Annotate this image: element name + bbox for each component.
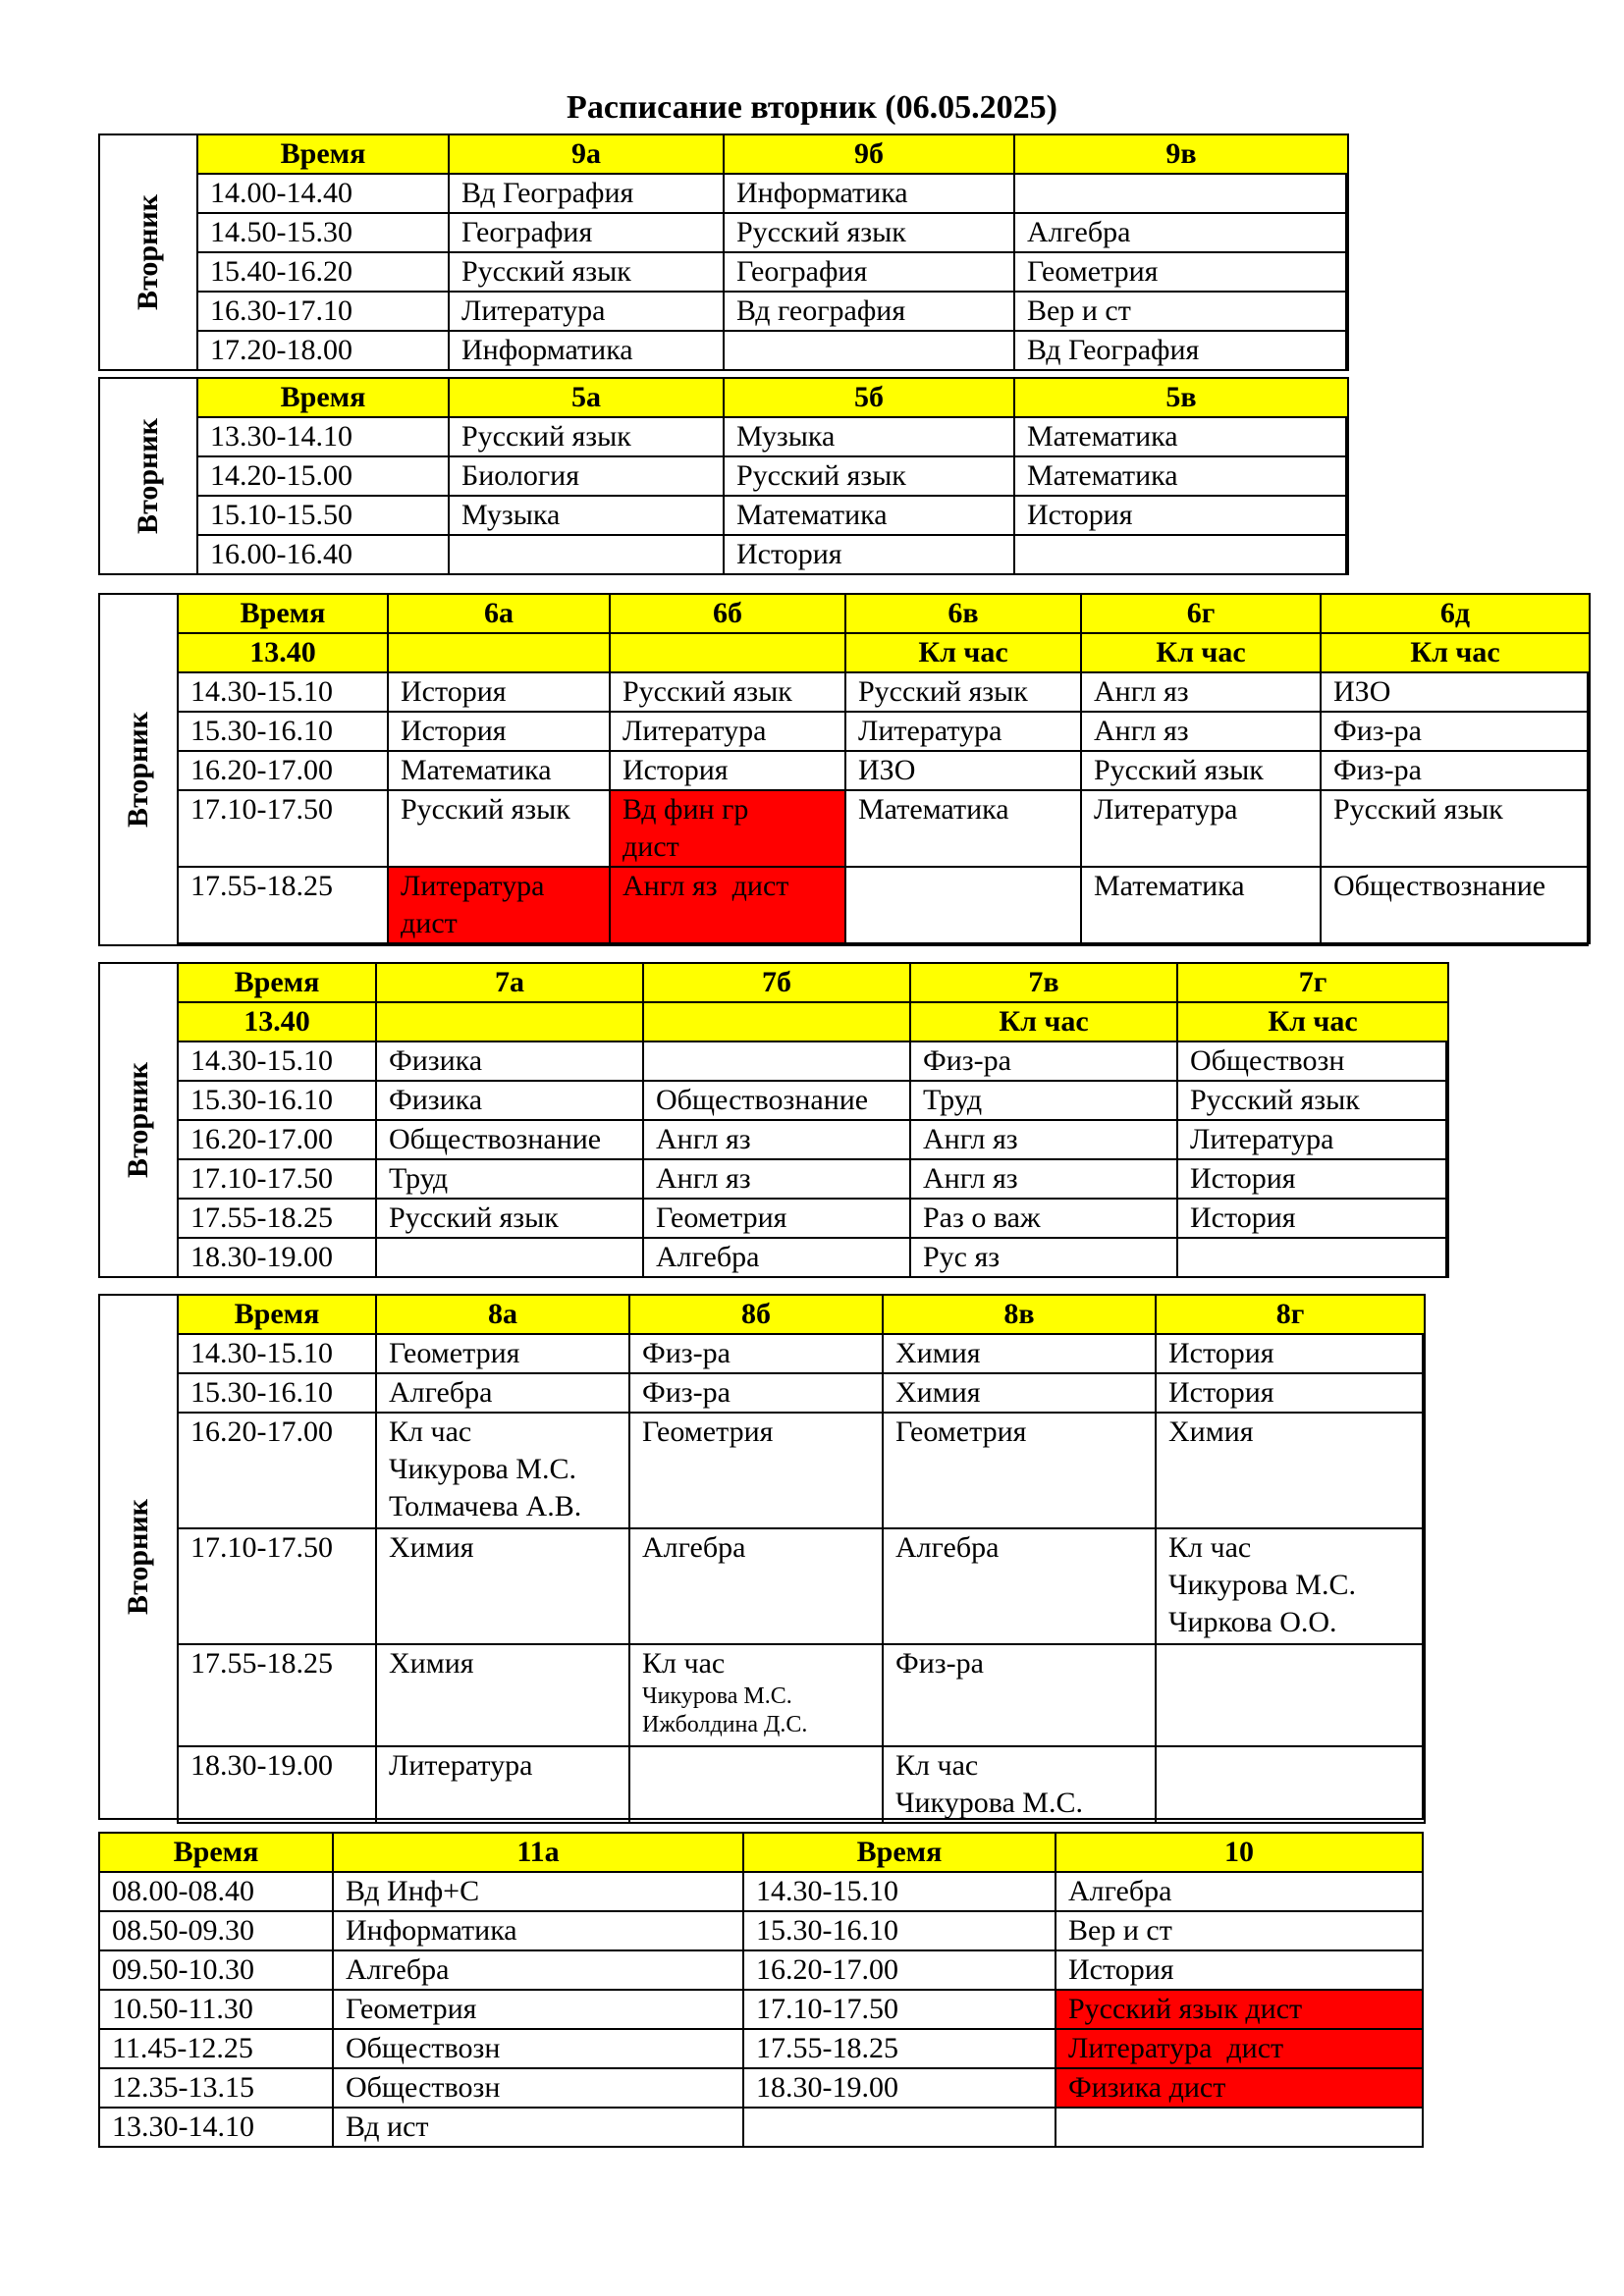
- lesson-cell: Музыка: [724, 417, 1014, 456]
- time-cell: 15.10-15.50: [197, 496, 449, 535]
- time-cell: 14.50-15.30: [197, 213, 449, 252]
- time-cell: 17.55-18.25: [178, 1199, 376, 1238]
- lesson-cell: [1177, 1238, 1448, 1277]
- lesson-cell-remote: Вд фин гр дист: [610, 790, 845, 867]
- lesson-cell: Математика: [845, 790, 1081, 867]
- lesson-cell: [883, 1746, 1156, 1823]
- header-class: 8б: [629, 1295, 883, 1334]
- time-cell: 16.20-17.00: [178, 1120, 376, 1159]
- lesson-cell: Геометрия: [883, 1413, 1156, 1528]
- lesson-cell: ИЗО: [845, 751, 1081, 790]
- lesson-cell: Геометрия: [376, 1334, 629, 1373]
- time-cell: 17.10-17.50: [178, 1528, 376, 1644]
- lesson-cell-remote: Англ яз дист: [610, 867, 845, 943]
- lesson-cell: [1156, 1644, 1425, 1746]
- class-hour-row: [178, 1002, 1448, 1041]
- lesson-name: Кл час: [895, 1749, 979, 1782]
- lesson-cell: Математика: [1014, 456, 1348, 496]
- lesson-cell: Литература: [845, 712, 1081, 751]
- header-class: 6д: [1321, 594, 1590, 633]
- time-cell: 08.00-08.40: [99, 1872, 333, 1911]
- header-class: 5б: [724, 378, 1014, 417]
- teacher-name: Чикурова М.С.: [895, 1787, 1083, 1819]
- header-class: 8г: [1156, 1295, 1425, 1334]
- time-cell: 08.50-09.30: [99, 1911, 333, 1950]
- lesson-cell-remote: Физика дист: [1056, 2068, 1423, 2108]
- lesson-cell: [376, 1238, 643, 1277]
- lesson-cell: Вд ист: [333, 2108, 743, 2147]
- lesson-cell: [1014, 174, 1348, 213]
- teacher-name: Чикурова М.С.: [1168, 1569, 1356, 1601]
- lesson-cell: Математика: [388, 751, 610, 790]
- day-label-8: Вторник: [122, 1499, 154, 1615]
- time-cell: 15.30-16.10: [178, 1373, 376, 1413]
- time-cell: 16.20-17.00: [743, 1950, 1056, 1990]
- time-cell: 15.30-16.10: [178, 712, 388, 751]
- header-class: 9а: [449, 134, 724, 174]
- lesson-cell: Музыка: [449, 496, 724, 535]
- time-cell: 13.30-14.10: [99, 2108, 333, 2147]
- table-row: [178, 1081, 1448, 1120]
- lesson-cell: Англ яз: [1081, 672, 1321, 712]
- table-row: [197, 456, 1348, 496]
- table-row: [99, 1872, 1423, 1911]
- lesson-cell: [643, 1041, 910, 1081]
- header-class: 6в: [845, 594, 1081, 633]
- header-class: 7в: [910, 963, 1177, 1002]
- time-cell: 14.30-15.10: [178, 1334, 376, 1373]
- time-cell: 16.00-16.40: [197, 535, 449, 574]
- lesson-cell-remote: Литература дист: [388, 867, 610, 943]
- table-row: [197, 174, 1348, 213]
- table-row: [178, 712, 1590, 751]
- header-class: 10: [1056, 1833, 1423, 1872]
- lesson-cell: История: [1177, 1199, 1448, 1238]
- lesson-cell: Математика: [724, 496, 1014, 535]
- lesson-cell: [1014, 535, 1348, 574]
- lesson-cell: История: [1156, 1373, 1425, 1413]
- table-row: [178, 1120, 1448, 1159]
- time-cell: 10.50-11.30: [99, 1990, 333, 2029]
- lesson-cell: Англ яз: [910, 1120, 1177, 1159]
- lesson-cell: История: [1014, 496, 1348, 535]
- lesson-cell: [610, 633, 845, 672]
- header-time: Время: [197, 134, 449, 174]
- lesson-cell: Химия: [1156, 1413, 1425, 1528]
- header-class: 8в: [883, 1295, 1156, 1334]
- header-class: 7б: [643, 963, 910, 1002]
- lesson-cell: Геометрия: [643, 1199, 910, 1238]
- lesson-cell: География: [449, 213, 724, 252]
- header-time: Время: [197, 378, 449, 417]
- lesson-name: Кл час: [1168, 1531, 1252, 1564]
- day-label-6: Вторник: [122, 712, 154, 828]
- lesson-cell: Вд География: [1014, 331, 1348, 370]
- lesson-cell: Англ яз: [643, 1120, 910, 1159]
- time-cell: 16.20-17.00: [178, 1413, 376, 1528]
- lesson-cell: Физ-ра: [629, 1334, 883, 1373]
- lesson-cell: Информатика: [449, 331, 724, 370]
- lesson-cell: [449, 535, 724, 574]
- time-cell: 17.55-18.25: [743, 2029, 1056, 2068]
- lesson-cell: История: [1156, 1334, 1425, 1373]
- lesson-cell: [1056, 2108, 1423, 2147]
- lesson-cell: [1156, 1528, 1425, 1644]
- lesson-cell: Литература: [376, 1746, 629, 1823]
- teacher-name: Чикурова М.С.: [389, 1453, 576, 1485]
- lesson-cell: [629, 1644, 883, 1746]
- header-class: 9в: [1014, 134, 1348, 174]
- time-cell: 12.35-13.15: [99, 2068, 333, 2108]
- lesson-cell: Алгебра: [333, 1950, 743, 1990]
- time-cell: 09.50-10.30: [99, 1950, 333, 1990]
- time-cell: 13.30-14.10: [197, 417, 449, 456]
- header-time: Время: [99, 1833, 333, 1872]
- teacher-name: Ижболдина Д.С.: [642, 1712, 808, 1737]
- lesson-cell: Русский язык: [388, 790, 610, 867]
- time-cell: [743, 2108, 1056, 2147]
- lesson-name: Кл час: [389, 1415, 472, 1448]
- lesson-cell: [724, 331, 1014, 370]
- header-class: 7а: [376, 963, 643, 1002]
- lesson-cell: [629, 1746, 883, 1823]
- time-cell: 13.40: [178, 1002, 376, 1041]
- day-label-9: Вторник: [132, 194, 164, 310]
- table-row: [178, 867, 1590, 943]
- time-cell: 16.20-17.00: [178, 751, 388, 790]
- time-cell: 14.30-15.10: [178, 672, 388, 712]
- time-cell: 18.30-19.00: [178, 1238, 376, 1277]
- table-row: [178, 1644, 1425, 1746]
- table-row: [99, 1911, 1423, 1950]
- header-class: 6а: [388, 594, 610, 633]
- table-row: [99, 2108, 1423, 2147]
- teacher-name: Чиркова О.О.: [1168, 1606, 1337, 1638]
- schedule-block-6: [98, 593, 1589, 946]
- time-cell: 11.45-12.25: [99, 2029, 333, 2068]
- table-row: [99, 1950, 1423, 1990]
- header-class: 9б: [724, 134, 1014, 174]
- table-row: [178, 1334, 1425, 1373]
- lesson-cell: История: [724, 535, 1014, 574]
- time-cell: 13.40: [178, 633, 388, 672]
- table-row: [197, 331, 1348, 370]
- lesson-cell: Обществозн: [333, 2068, 743, 2108]
- lesson-cell: Труд: [910, 1081, 1177, 1120]
- lesson-cell: История: [1177, 1159, 1448, 1199]
- lesson-cell: Информатика: [333, 1911, 743, 1950]
- day-label-5: Вторник: [132, 418, 164, 534]
- lesson-cell: Вд Инф+С: [333, 1872, 743, 1911]
- lesson-name: Кл час: [642, 1647, 726, 1680]
- lesson-cell: Химия: [883, 1373, 1156, 1413]
- lesson-cell: История: [1056, 1950, 1423, 1990]
- day-label-7: Вторник: [122, 1062, 154, 1178]
- lesson-cell: Раз о важ: [910, 1199, 1177, 1238]
- lesson-cell: Кл час: [845, 633, 1081, 672]
- lesson-cell: Англ яз: [1081, 712, 1321, 751]
- lesson-cell: Химия: [376, 1644, 629, 1746]
- lesson-cell: Обществознание: [643, 1081, 910, 1120]
- lesson-cell: Геометрия: [629, 1413, 883, 1528]
- time-cell: 18.30-19.00: [178, 1746, 376, 1823]
- lesson-cell: Алгебра: [629, 1528, 883, 1644]
- time-cell: 17.10-17.50: [178, 1159, 376, 1199]
- table-row: [178, 672, 1590, 712]
- lesson-cell: Физ-ра: [629, 1373, 883, 1413]
- table-row: [178, 1159, 1448, 1199]
- table-row: [178, 1238, 1448, 1277]
- teacher-name: Толмачева А.В.: [389, 1490, 582, 1522]
- lesson-cell: Русский язык: [1177, 1081, 1448, 1120]
- time-cell: 16.30-17.10: [197, 292, 449, 331]
- lesson-cell-remote: Литература дист: [1056, 2029, 1423, 2068]
- time-cell: 14.20-15.00: [197, 456, 449, 496]
- lesson-cell: Русский язык: [376, 1199, 643, 1238]
- lesson-cell: Алгебра: [643, 1238, 910, 1277]
- lesson-cell: Кл час: [1081, 633, 1321, 672]
- lesson-cell: Физ-ра: [1321, 751, 1590, 790]
- table-row: [197, 496, 1348, 535]
- lesson-cell: Литература: [1177, 1120, 1448, 1159]
- lesson-cell: Математика: [1081, 867, 1321, 943]
- lesson-cell: Химия: [883, 1334, 1156, 1373]
- header-time: Время: [743, 1833, 1056, 1872]
- time-cell: 18.30-19.00: [743, 2068, 1056, 2108]
- lesson-cell: ИЗО: [1321, 672, 1590, 712]
- lesson-cell: Обществозн: [333, 2029, 743, 2068]
- lesson-cell: Биология: [449, 456, 724, 496]
- table-row: [178, 1413, 1425, 1528]
- header-class: 6г: [1081, 594, 1321, 633]
- table-row: [178, 1528, 1425, 1644]
- header-class: 8а: [376, 1295, 629, 1334]
- lesson-cell: Русский язык: [449, 417, 724, 456]
- time-cell: 15.30-16.10: [178, 1081, 376, 1120]
- lesson-cell: [845, 867, 1081, 943]
- lesson-cell: Труд: [376, 1159, 643, 1199]
- table-row: [178, 1041, 1448, 1081]
- header-time: Время: [178, 1295, 376, 1334]
- table-row: [197, 252, 1348, 292]
- table-row: [178, 751, 1590, 790]
- lesson-cell: Алгебра: [1056, 1872, 1423, 1911]
- lesson-cell: Обществознание: [376, 1120, 643, 1159]
- lesson-cell: Физ-ра: [910, 1041, 1177, 1081]
- lesson-cell: Англ яз: [643, 1159, 910, 1199]
- table-row: [178, 1746, 1425, 1823]
- class-hour-row: [178, 633, 1590, 672]
- lesson-cell: Литература: [1081, 790, 1321, 867]
- page-title: Расписание вторник (06.05.2025): [567, 89, 1057, 126]
- lesson-cell: Вд география: [724, 292, 1014, 331]
- table-row: [99, 1990, 1423, 2029]
- schedule-block-11-10: [98, 1832, 1424, 2148]
- lesson-cell: История: [388, 712, 610, 751]
- lesson-cell: История: [388, 672, 610, 712]
- lesson-cell: [1156, 1746, 1425, 1823]
- time-cell: 17.10-17.50: [743, 1990, 1056, 2029]
- time-cell: 17.20-18.00: [197, 331, 449, 370]
- lesson-cell: Химия: [376, 1528, 629, 1644]
- lesson-cell: История: [610, 751, 845, 790]
- time-cell: 14.00-14.40: [197, 174, 449, 213]
- table-row: [99, 2029, 1423, 2068]
- lesson-cell: Алгебра: [883, 1528, 1156, 1644]
- lesson-cell: Англ яз: [910, 1159, 1177, 1199]
- header-class: 7г: [1177, 963, 1448, 1002]
- time-cell: 17.10-17.50: [178, 790, 388, 867]
- lesson-cell: [376, 1002, 643, 1041]
- lesson-cell: Обществознание: [1321, 867, 1590, 943]
- lesson-cell: Литература: [610, 712, 845, 751]
- time-cell: 17.55-18.25: [178, 1644, 376, 1746]
- lesson-cell: [643, 1002, 910, 1041]
- lesson-cell: Кл час: [1321, 633, 1590, 672]
- lesson-cell: Математика: [1014, 417, 1348, 456]
- lesson-cell: Кл час: [910, 1002, 1177, 1041]
- lesson-cell: Русский язык: [1081, 751, 1321, 790]
- lesson-cell: Русский язык: [845, 672, 1081, 712]
- schedule-block-8: [98, 1294, 1424, 1820]
- lesson-cell: [376, 1413, 629, 1528]
- lesson-cell: Физика: [376, 1041, 643, 1081]
- schedule-block-9: [98, 133, 1347, 371]
- lesson-cell: Вд География: [449, 174, 724, 213]
- lesson-cell: Геометрия: [333, 1990, 743, 2029]
- time-cell: 14.30-15.10: [178, 1041, 376, 1081]
- schedule-block-5: [98, 377, 1347, 575]
- lesson-cell: [388, 633, 610, 672]
- header-class: 5а: [449, 378, 724, 417]
- lesson-cell: Информатика: [724, 174, 1014, 213]
- lesson-cell: География: [724, 252, 1014, 292]
- table-row: [99, 2068, 1423, 2108]
- lesson-cell: Алгебра: [1014, 213, 1348, 252]
- table-row: [178, 790, 1590, 867]
- time-cell: 17.55-18.25: [178, 867, 388, 943]
- lesson-cell: Физика: [376, 1081, 643, 1120]
- lesson-cell: Вер и ст: [1014, 292, 1348, 331]
- schedule-block-7: [98, 962, 1447, 1278]
- table-row: [197, 292, 1348, 331]
- lesson-cell: Русский язык: [724, 213, 1014, 252]
- lesson-cell: Русский язык: [724, 456, 1014, 496]
- header-class: 11а: [333, 1833, 743, 1872]
- table-row: [178, 1199, 1448, 1238]
- lesson-cell: Геометрия: [1014, 252, 1348, 292]
- time-cell: 15.30-16.10: [743, 1911, 1056, 1950]
- table-row: [197, 535, 1348, 574]
- lesson-cell: Обществозн: [1177, 1041, 1448, 1081]
- teacher-name: Чикурова М.С.: [642, 1683, 792, 1709]
- lesson-cell: Кл час: [1177, 1002, 1448, 1041]
- table-row: [197, 213, 1348, 252]
- header-class: 5в: [1014, 378, 1348, 417]
- lesson-cell: Русский язык: [610, 672, 845, 712]
- header-time: Время: [178, 594, 388, 633]
- lesson-cell: Физ-ра: [883, 1644, 1156, 1746]
- table-row: [197, 417, 1348, 456]
- lesson-cell: Физ-ра: [1321, 712, 1590, 751]
- lesson-cell: Русский язык: [449, 252, 724, 292]
- header-class: 6б: [610, 594, 845, 633]
- lesson-cell-remote: Русский язык дист: [1056, 1990, 1423, 2029]
- time-cell: 15.40-16.20: [197, 252, 449, 292]
- lesson-cell: Русский язык: [1321, 790, 1590, 867]
- time-cell: 14.30-15.10: [743, 1872, 1056, 1911]
- lesson-cell: Рус яз: [910, 1238, 1177, 1277]
- lesson-cell: Литература: [449, 292, 724, 331]
- lesson-cell: Алгебра: [376, 1373, 629, 1413]
- lesson-cell: Вер и ст: [1056, 1911, 1423, 1950]
- table-row: [178, 1373, 1425, 1413]
- header-time: Время: [178, 963, 376, 1002]
